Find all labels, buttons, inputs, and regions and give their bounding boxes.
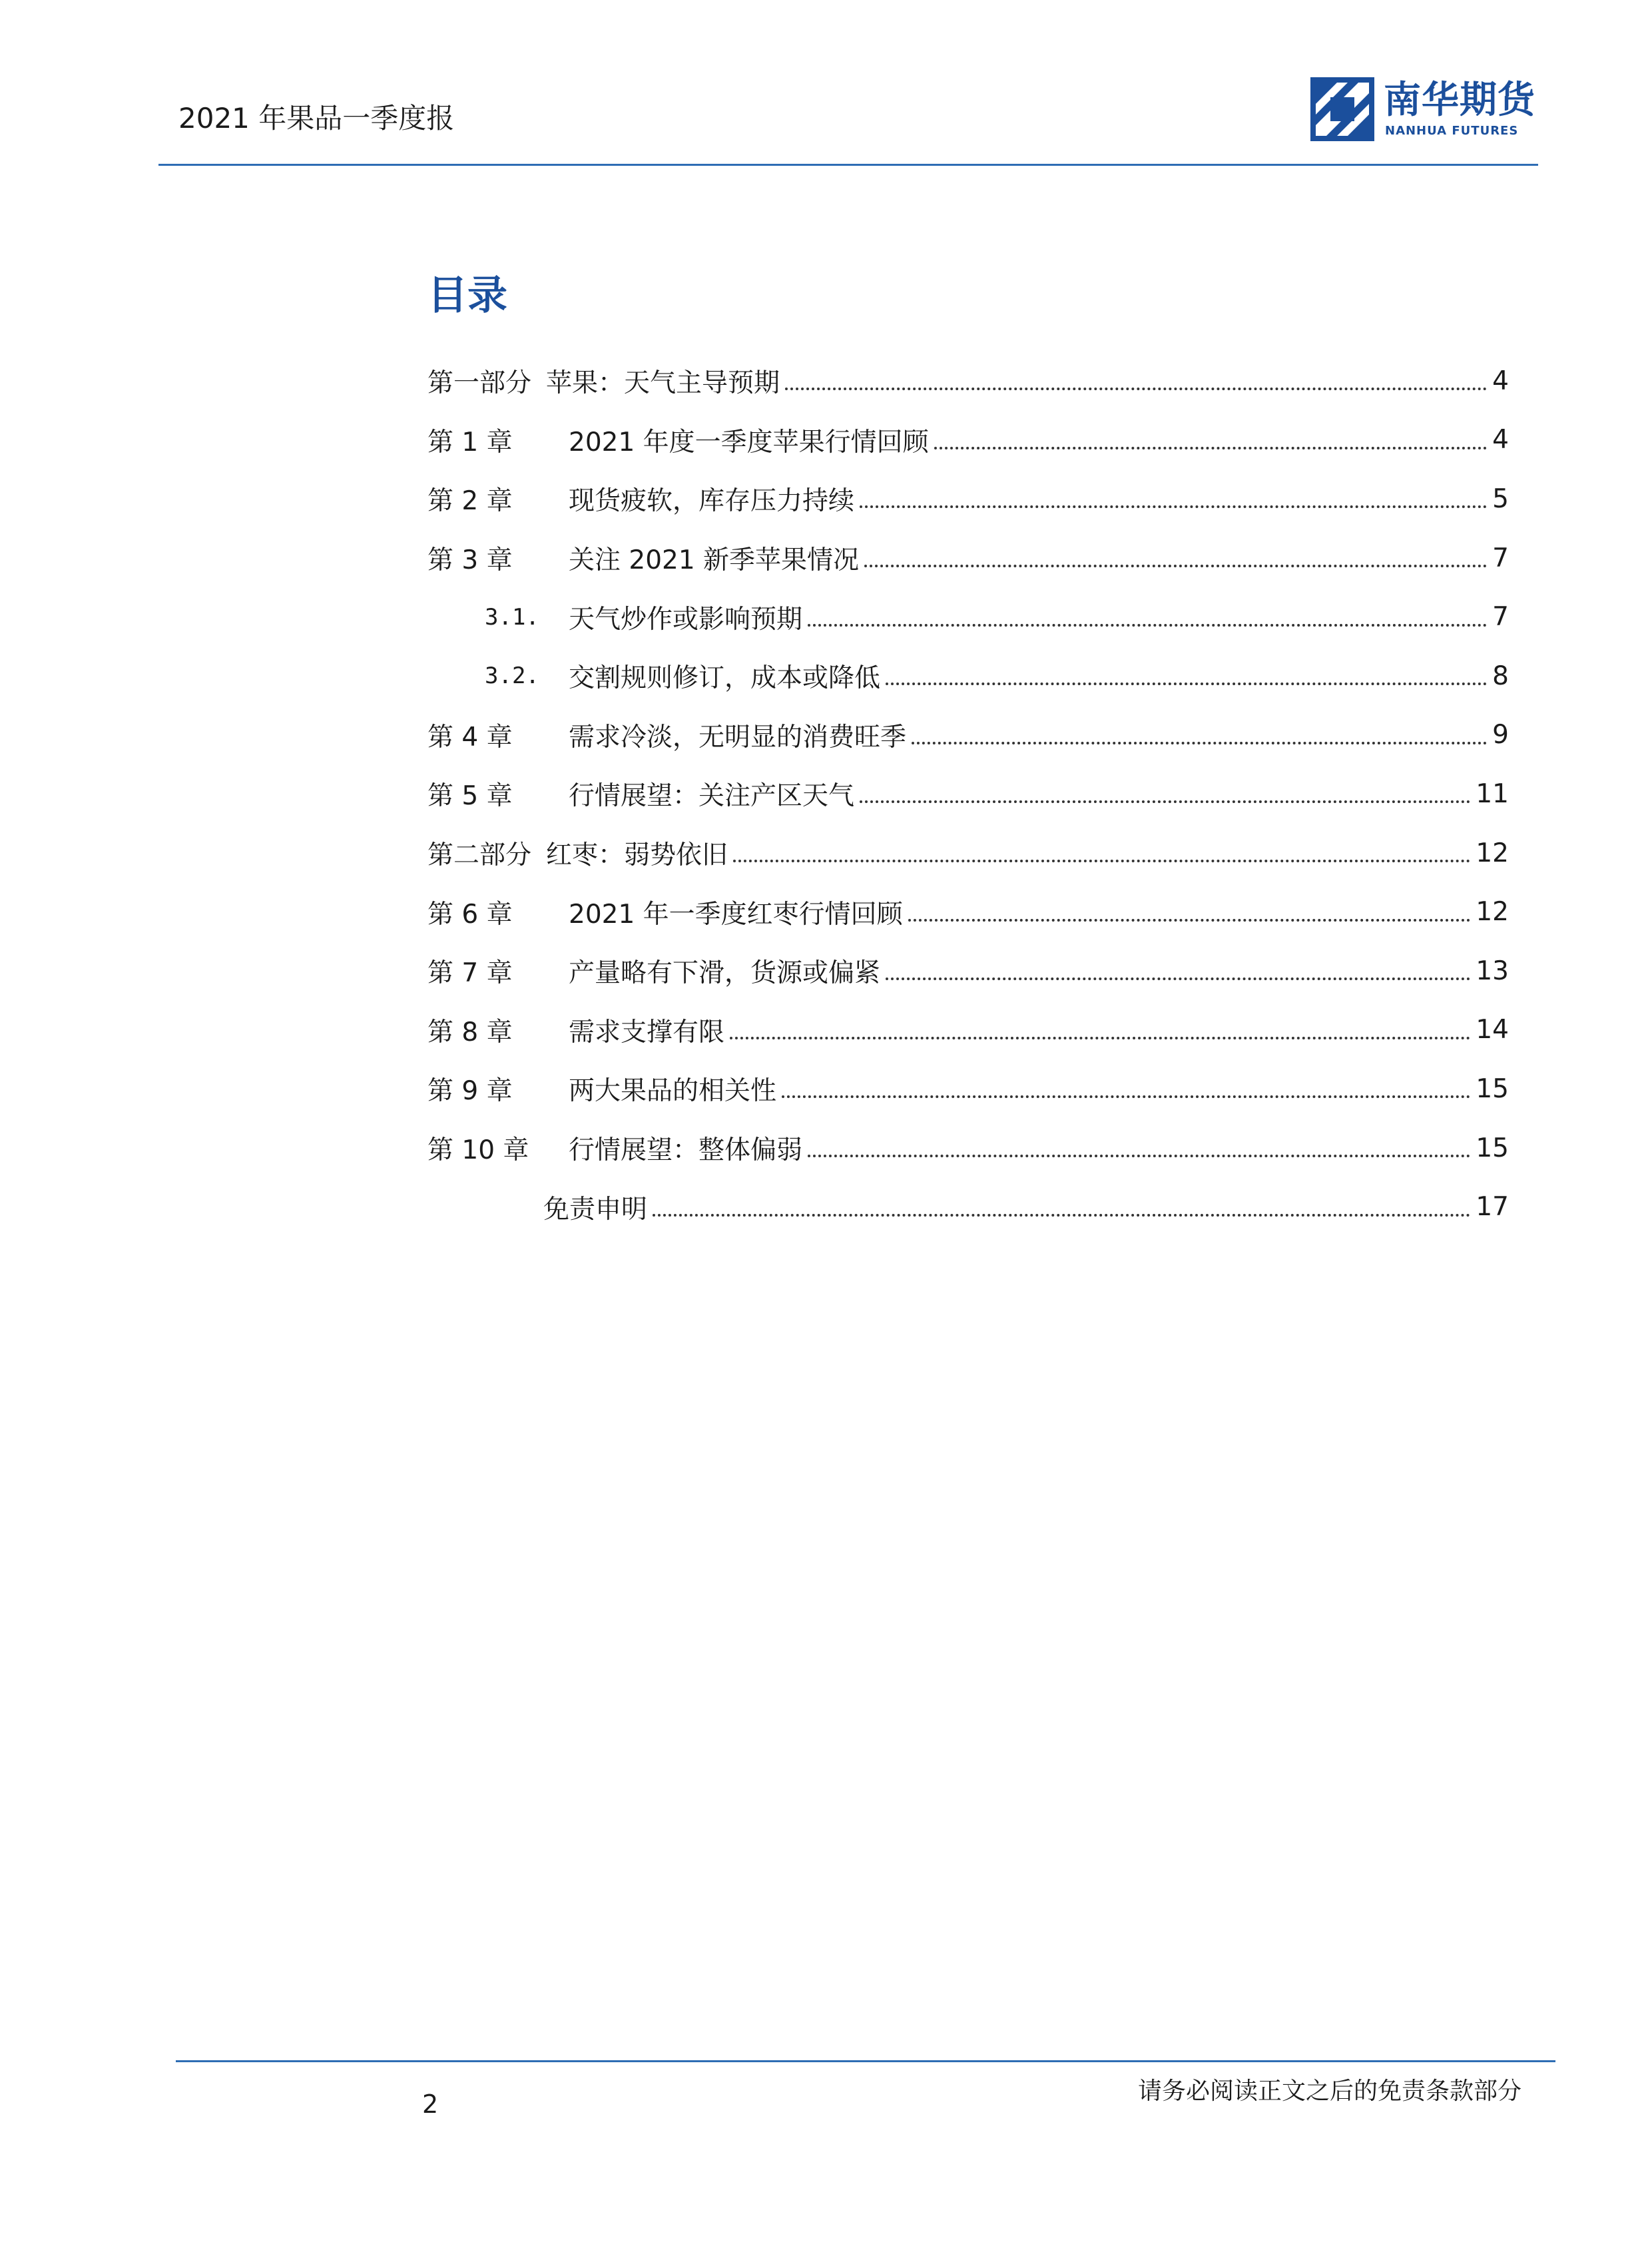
toc-dot-leader [908, 919, 1471, 922]
toc-entry[interactable] [427, 764, 1509, 824]
toc-entry-number: 第 7 章 [427, 958, 513, 989]
toc-dot-leader [808, 624, 1487, 627]
toc-entry-label: 交割规则修订，成本或降低 [569, 663, 881, 694]
toc-entry-number: 第 4 章 [427, 722, 513, 752]
toc-entry-label: 行情展望：关注产区天气 [569, 781, 855, 812]
toc-entry-label: 天气炒作或影响预期 [569, 604, 803, 635]
toc-entry[interactable] [427, 352, 1509, 411]
toc-dot-leader [730, 1037, 1470, 1039]
toc-entry[interactable] [427, 882, 1509, 942]
toc-dot-leader [886, 683, 1487, 685]
toc-entry[interactable] [427, 529, 1509, 588]
toc-entry-label: 两大果品的相关性 [569, 1076, 777, 1107]
footer-divider [176, 2060, 1555, 2062]
toc-entry-page: 12 [1476, 897, 1509, 928]
page-number: 2 [422, 2090, 439, 2119]
toc-entry[interactable] [427, 1119, 1509, 1178]
toc-entry[interactable] [427, 587, 1509, 647]
logo-chinese-text: 南华期货 [1384, 79, 1535, 122]
toc-dot-leader [860, 800, 1470, 803]
toc-entry-label: 产量略有下滑，货源或偏紧 [569, 958, 881, 989]
toc-dot-leader [934, 447, 1488, 449]
toc-entry-page: 4 [1492, 425, 1509, 455]
toc-entry-label: 免责申明 [543, 1194, 648, 1225]
toc-entry[interactable] [427, 824, 1509, 883]
toc-entry-page: 11 [1476, 778, 1509, 809]
toc-dot-leader [733, 860, 1470, 862]
toc-entry-label: 关注 2021 新季苹果情况 [569, 545, 860, 576]
toc-title: 目录 [427, 272, 507, 319]
toc-dot-leader [808, 1155, 1470, 1157]
toc-entry-number: 第二部分 [427, 840, 532, 871]
toc-entry-page: 7 [1492, 543, 1509, 573]
toc-entry[interactable] [427, 411, 1509, 470]
toc-entry-page: 15 [1476, 1133, 1509, 1163]
toc-entry-number: 第一部分 [427, 368, 532, 399]
toc-dot-leader [782, 1095, 1470, 1098]
toc-entry[interactable] [427, 469, 1509, 529]
toc-entry[interactable] [427, 942, 1509, 1001]
toc-entry-page: 5 [1492, 483, 1509, 514]
toc-entry[interactable] [427, 647, 1509, 706]
toc-entry-page: 9 [1492, 720, 1509, 750]
toc-entry[interactable] [427, 1059, 1509, 1119]
toc-entry-label: 现货疲软，库存压力持续 [569, 486, 855, 517]
toc-entry-label: 行情展望：整体偏弱 [569, 1135, 803, 1166]
toc-dot-leader [653, 1214, 1470, 1217]
toc-entry-number: 3.2. [485, 663, 539, 690]
nanhua-logo-icon [1310, 77, 1374, 141]
toc-entry-number: 第 8 章 [427, 1017, 513, 1047]
table-of-contents [427, 352, 1509, 1237]
toc-entry-number: 第 9 章 [427, 1076, 513, 1107]
toc-entry-page: 15 [1476, 1073, 1509, 1104]
toc-entry-number: 第 5 章 [427, 781, 513, 812]
toc-entry-page: 4 [1492, 366, 1509, 396]
disclaimer-note: 请务必阅读正文之后的免责条款部分 [1137, 2078, 1521, 2105]
toc-dot-leader [860, 505, 1487, 508]
toc-entry[interactable] [427, 1001, 1509, 1060]
toc-dot-leader [886, 978, 1470, 980]
toc-entry-label: 2021 年度一季度苹果行情回顾 [569, 427, 929, 457]
toc-entry-page: 12 [1476, 838, 1509, 868]
toc-entry-page: 7 [1492, 602, 1509, 633]
toc-dot-leader [864, 565, 1487, 567]
toc-entry-label: 苹果：天气主导预期 [546, 368, 780, 399]
report-title: 2021 年果品一季度报 [178, 102, 455, 135]
toc-entry-number: 第 3 章 [427, 545, 513, 576]
toc-entry-number: 第 6 章 [427, 899, 513, 930]
toc-entry-number: 第 2 章 [427, 486, 513, 517]
toc-dot-leader [912, 742, 1487, 744]
toc-entry-label: 红枣：弱势依旧 [546, 840, 728, 871]
toc-entry-number: 第 10 章 [427, 1135, 529, 1166]
toc-entry-label: 需求冷淡，无明显的消费旺季 [569, 722, 907, 752]
toc-entry-page: 17 [1476, 1192, 1509, 1223]
toc-dot-leader [785, 388, 1487, 390]
toc-entry-label: 需求支撑有限 [569, 1017, 725, 1047]
toc-entry-page: 13 [1476, 956, 1509, 986]
logo-english-text: NANHUA FUTURES [1385, 124, 1519, 138]
toc-entry[interactable] [427, 706, 1509, 765]
toc-entry-page: 8 [1492, 661, 1509, 691]
toc-entry-number: 3.1. [485, 603, 539, 631]
toc-entry-number: 第 1 章 [427, 427, 513, 457]
toc-entry[interactable] [427, 1177, 1509, 1237]
toc-entry-page: 14 [1476, 1015, 1509, 1045]
toc-entry-label: 2021 年一季度红枣行情回顾 [569, 899, 903, 930]
company-logo [1310, 77, 1537, 144]
header-divider [158, 164, 1538, 166]
